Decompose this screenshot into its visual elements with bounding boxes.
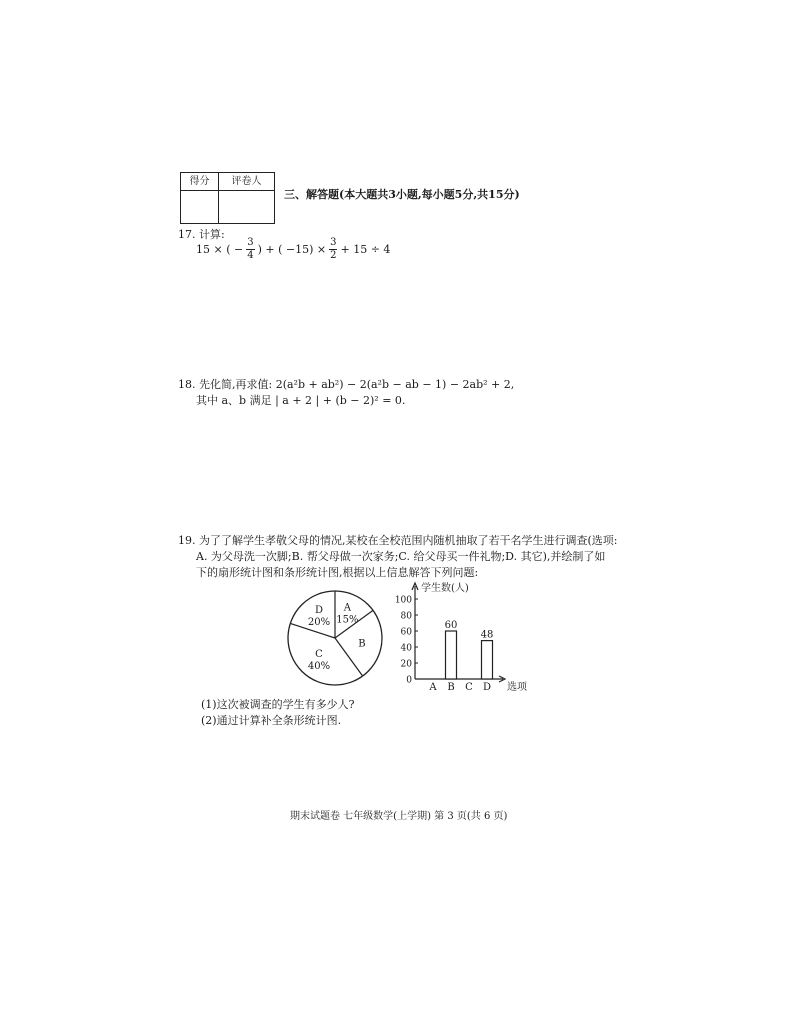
y-tick-label-60: 60 — [400, 627, 412, 638]
y-tick-label-0: 0 — [406, 675, 412, 686]
q19-line3: 下的扇形统计图和条形统计图,根据以上信息解答下列问题: — [196, 566, 479, 579]
x-tick-label-a: A — [429, 682, 437, 693]
q17-label: 17. 计算: — [178, 228, 225, 241]
q17-frac2-num: 3 — [330, 237, 337, 248]
pie-value-a: 15% — [336, 614, 359, 626]
bar-d — [482, 641, 493, 679]
x-tick-label-c: C — [465, 682, 473, 693]
q17-part3: + 15 ÷ 4 — [340, 243, 391, 256]
x-tick-label-d: D — [482, 682, 492, 693]
q18-line2: 其中 a、b 满足 | a + 2 | + (b − 2)² = 0. — [196, 394, 406, 407]
q18-line1: 18. 先化简,再求值: 2(a²b + ab²) − 2(a²b − ab − 1) − 2ab² + 2, — [178, 378, 515, 391]
bar-value-d: 48 — [480, 629, 494, 641]
q17-fraction-2 — [329, 238, 337, 261]
q17-frac2-den: 2 — [330, 250, 337, 261]
q17-expression — [196, 238, 390, 261]
q17-frac1-num: 3 — [247, 237, 254, 248]
page-footer: 期末试题卷 七年级数学(上学期) 第 3 页(共 6 页) — [290, 811, 508, 822]
bar-chart — [395, 578, 535, 694]
y-axis-label: 学生数(人) — [421, 583, 469, 594]
pie-value-c: 40% — [307, 661, 331, 673]
pie-chart — [285, 588, 385, 688]
x-axis-label: 选项 — [507, 682, 527, 693]
q19-sub2: (2)通过计算补全条形统计图. — [201, 714, 342, 727]
pie-label-b: B — [358, 638, 366, 650]
q19-line1: 19. 为了了解学生孝敬父母的情况,某校在全校范围内随机抽取了若干名学生进行调查(选项: — [178, 534, 618, 547]
bar-value-b: 60 — [444, 620, 458, 631]
score-cell — [181, 191, 219, 223]
q17-frac1-den: 4 — [247, 250, 254, 261]
y-tick-label-100: 100 — [395, 595, 412, 606]
q17-fraction-1 — [246, 238, 254, 261]
grader-cell — [219, 191, 274, 223]
pie-label-c: C — [315, 649, 323, 661]
q17-part1: 15 × ( − — [196, 243, 244, 256]
y-tick-label-80: 80 — [400, 611, 412, 622]
pie-label-a: A — [343, 602, 352, 614]
x-tick-label-b: B — [447, 682, 455, 693]
q17-part2: ) + ( −15) × — [257, 243, 327, 256]
grader-header: 评卷人 — [219, 173, 274, 191]
y-tick-label-40: 40 — [400, 643, 412, 654]
q19-line2: A. 为父母洗一次脚;B. 帮父母做一次家务;C. 给父母买一件礼物;D. 其它),并绘制了如 — [196, 550, 606, 563]
bar-b — [446, 631, 457, 679]
score-table — [180, 172, 275, 224]
q19-sub1: (1)这次被调查的学生有多少人? — [201, 698, 355, 711]
section-title: 三、解答题(本大题共3小题,每小题5分,共15分) — [284, 188, 520, 201]
pie-value-d: 20% — [307, 616, 331, 628]
score-header: 得分 — [181, 173, 219, 191]
pie-label-d: D — [314, 604, 324, 616]
y-tick-label-20: 20 — [400, 659, 412, 670]
